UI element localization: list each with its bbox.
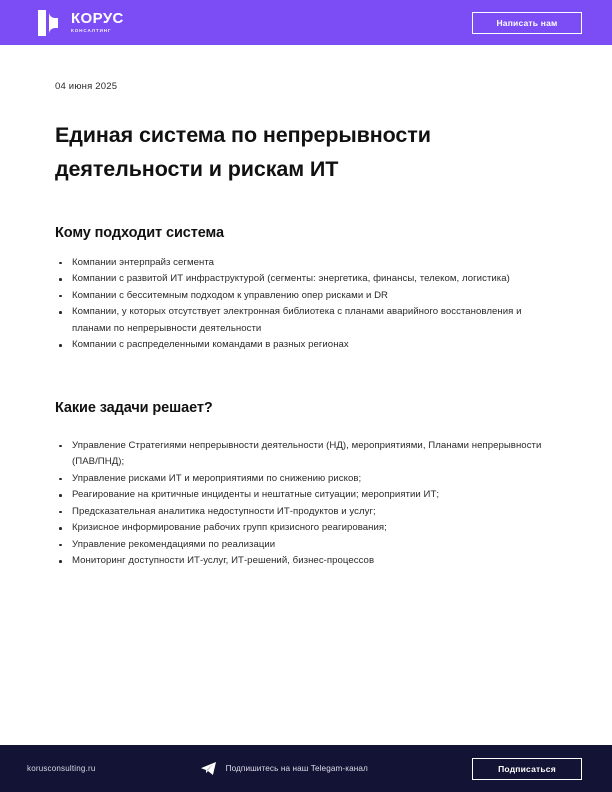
list-item: Компании с бесситемным подходом к управлению опер рисками и DR: [55, 288, 557, 305]
tasks-solved-list: [55, 438, 557, 570]
list-item: Компании энтерпрайз сегмента: [55, 255, 557, 272]
brand-logo[interactable]: [38, 10, 124, 36]
subscribe-button[interactable]: Подписаться: [472, 758, 582, 780]
logo-wordmark: [71, 11, 124, 33]
list-item: Мониторинг доступности ИТ-услуг, ИТ-решений, бизнес-процессов: [55, 553, 557, 570]
list-item: Реагирование на критичные инциденты и нештатные ситуации; мероприятии ИТ;: [55, 487, 557, 504]
page-title: Единая система по непрерывности деятельности и рискам ИТ: [55, 123, 431, 182]
list-item: Управление Стратегиями непрерывности деятельности (НД), мероприятиями, Планами непрерывности (ПАВ/ПНД);: [55, 438, 557, 471]
list-item: Предсказательная аналитика недоступности ИТ-продуктов и услуг;: [55, 504, 557, 521]
section-who-fits: [55, 225, 557, 354]
logo-title: КОРУС: [71, 10, 124, 28]
section-heading-who-fits: Кому подходит система: [55, 224, 224, 241]
publication-date: 04 июня 2025: [55, 81, 118, 92]
list-item: Управление рекомендациями по реализации: [55, 537, 557, 554]
logo-subtitle: КОНСАЛТИНГ: [71, 27, 112, 33]
korus-logo-icon: [38, 10, 63, 36]
main-content: [0, 45, 612, 570]
footer-telegram-promo: [96, 761, 472, 776]
section-tasks-solved: [55, 400, 557, 570]
footer-website-link[interactable]: korusconsulting.ru: [27, 764, 96, 773]
contact-us-button[interactable]: Написать нам: [472, 12, 582, 34]
section-heading-tasks-solved: Какие задачи решает?: [55, 399, 213, 416]
page-footer: [0, 745, 612, 792]
list-item: Компании, у которых отсутствует электронная библиотека с планами аварийного восстановления и планами по непрерывности деятельности: [55, 304, 557, 337]
page-header: [0, 0, 612, 45]
who-fits-list: [55, 255, 557, 354]
list-item: Компании с распределенными командами в разных регионах: [55, 337, 557, 354]
footer-cta-text: Подпишитесь на наш Telegam-канал: [225, 764, 368, 773]
telegram-icon: [200, 761, 217, 776]
list-item: Кризисное информирование рабочих групп кризисного реагирования;: [55, 520, 557, 537]
list-item: Управление рисками ИТ и мероприятиями по снижению рисков;: [55, 471, 557, 488]
list-item: Компании с развитой ИТ инфраструктурой (сегменты: энергетика, финансы, телеком, логистика): [55, 271, 557, 288]
